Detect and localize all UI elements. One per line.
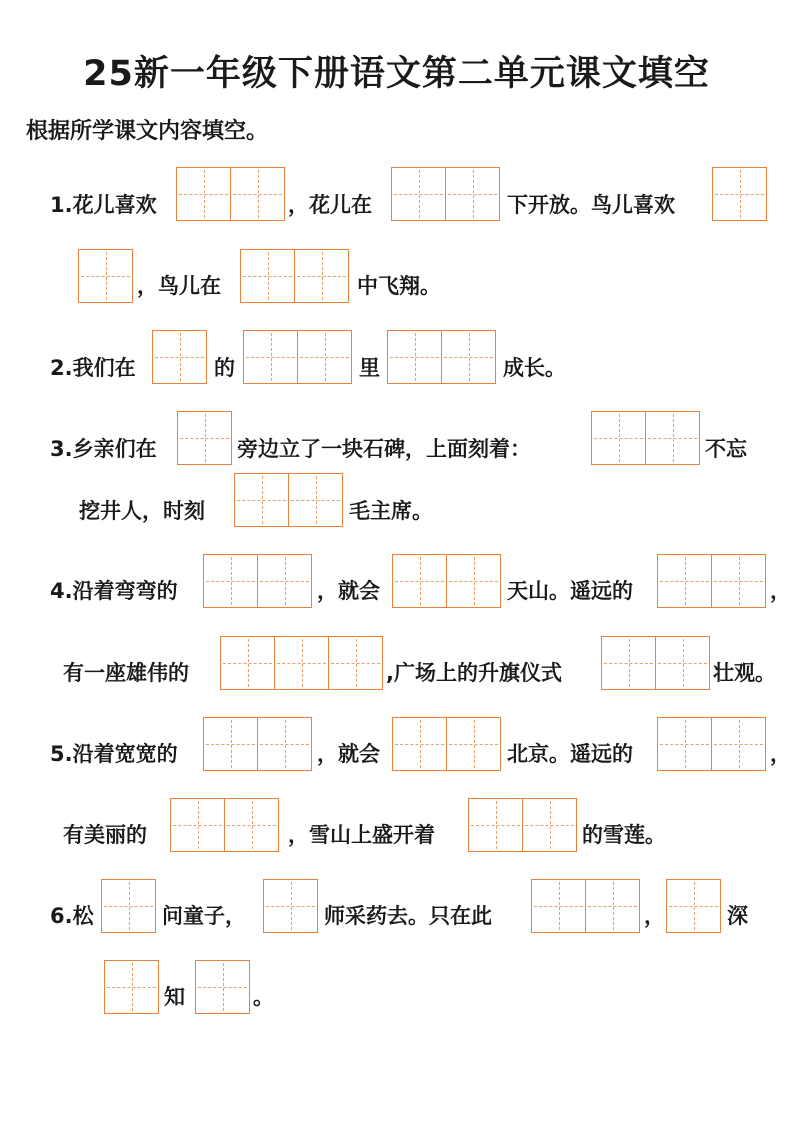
answer-cell[interactable] [257, 717, 312, 771]
answer-cell[interactable] [294, 249, 349, 303]
answer-cell[interactable] [645, 411, 700, 465]
instruction-text: 根据所学课文内容填空。 [26, 119, 269, 144]
answer-cell[interactable] [234, 473, 288, 527]
q4-blank-1[interactable] [203, 554, 312, 608]
q5-blank-2[interactable] [392, 717, 501, 771]
answer-cell[interactable] [468, 798, 522, 852]
q5-text-6: ，雪山上盛开着 [288, 823, 435, 847]
q6-text-6: 知 [164, 985, 185, 1009]
q6-text-5: 深 [727, 904, 748, 928]
answer-cell[interactable] [288, 473, 343, 527]
q6-text-3: 师采药去。只在此 [324, 904, 492, 928]
answer-cell[interactable] [446, 717, 501, 771]
answer-cell[interactable] [176, 167, 230, 221]
answer-cell[interactable] [257, 554, 312, 608]
q6-blank-6[interactable] [195, 960, 250, 1014]
answer-cell[interactable] [177, 411, 232, 465]
answer-cell[interactable] [387, 330, 441, 384]
answer-cell[interactable] [711, 554, 766, 608]
q5-blank-3[interactable] [657, 717, 766, 771]
q4-text-6: ,广场上的升旗仪式 [386, 661, 562, 685]
answer-cell[interactable] [203, 554, 257, 608]
q6-blank-3[interactable] [531, 879, 640, 933]
answer-cell[interactable] [712, 167, 767, 221]
answer-cell[interactable] [224, 798, 279, 852]
answer-cell[interactable] [655, 636, 710, 690]
answer-cell[interactable] [297, 330, 352, 384]
q6-text-2: 问童子， [162, 904, 246, 928]
q1-text-4: ，鸟儿在 [137, 274, 221, 298]
q5-text-3: 北京。遥远的 [507, 742, 633, 766]
answer-cell[interactable] [203, 717, 257, 771]
q5-text-4: ， [770, 742, 791, 766]
q1-text-3: 下开放。鸟儿喜欢 [507, 193, 675, 217]
answer-cell[interactable] [152, 330, 207, 384]
q4-text-5: 有一座雄伟的 [63, 661, 189, 685]
answer-cell[interactable] [240, 249, 294, 303]
q4-text-2: ，就会 [317, 579, 380, 603]
q6-blank-2[interactable] [263, 879, 318, 933]
q6-blank-4[interactable] [666, 879, 721, 933]
q1-blank-2[interactable] [391, 167, 500, 221]
answer-cell[interactable] [392, 554, 446, 608]
answer-cell[interactable] [392, 717, 446, 771]
q4-text-3: 天山。遥远的 [507, 579, 633, 603]
answer-cell[interactable] [531, 879, 585, 933]
q3-blank-2[interactable] [591, 411, 700, 465]
q4-blank-5[interactable] [601, 636, 710, 690]
q1-blank-3[interactable] [712, 167, 767, 221]
answer-cell[interactable] [601, 636, 655, 690]
q6-blank-5[interactable] [104, 960, 159, 1014]
q3-text-2: 旁边立了一块石碑，上面刻着： [237, 437, 531, 461]
q4-blank-3[interactable] [657, 554, 766, 608]
q2-text-1: 2.我们在 [50, 356, 136, 380]
q2-text-2: 的 [214, 356, 235, 380]
q5-text-7: 的雪莲。 [582, 823, 666, 847]
q5-text-1: 5.沿着宽宽的 [50, 742, 178, 766]
q5-text-2: ，就会 [317, 742, 380, 766]
q4-blank-2[interactable] [392, 554, 501, 608]
answer-cell[interactable] [243, 330, 297, 384]
q5-blank-5[interactable] [468, 798, 577, 852]
q1-text-5: 中飞翔。 [357, 274, 441, 298]
q4-blank-4[interactable] [220, 636, 383, 690]
q1-text-2: ，花儿在 [288, 193, 372, 217]
q3-text-4: 挖井人，时刻 [79, 499, 205, 523]
answer-cell[interactable] [591, 411, 645, 465]
answer-cell[interactable] [78, 249, 133, 303]
q5-blank-1[interactable] [203, 717, 312, 771]
answer-cell[interactable] [195, 960, 250, 1014]
answer-cell[interactable] [657, 717, 711, 771]
answer-cell[interactable] [328, 636, 383, 690]
q1-blank-1[interactable] [176, 167, 285, 221]
q2-blank-1[interactable] [152, 330, 207, 384]
answer-cell[interactable] [711, 717, 766, 771]
q4-text-4: ， [770, 579, 791, 603]
q6-blank-1[interactable] [101, 879, 156, 933]
answer-cell[interactable] [657, 554, 711, 608]
q2-blank-3[interactable] [387, 330, 496, 384]
answer-cell[interactable] [170, 798, 224, 852]
q6-text-4: ， [644, 904, 665, 928]
q3-text-5: 毛主席。 [349, 499, 433, 523]
q2-text-3: 里 [359, 356, 380, 380]
q3-text-3: 不忘 [705, 437, 747, 461]
q1-text-1: 1.花儿喜欢 [50, 193, 157, 217]
answer-cell[interactable] [104, 960, 159, 1014]
q4-text-1: 4.沿着弯弯的 [50, 579, 178, 603]
answer-cell[interactable] [446, 554, 501, 608]
answer-cell[interactable] [585, 879, 640, 933]
q2-blank-2[interactable] [243, 330, 352, 384]
answer-cell[interactable] [274, 636, 328, 690]
q4-text-7: 壮观。 [713, 661, 776, 685]
q3-blank-1[interactable] [177, 411, 232, 465]
answer-cell[interactable] [666, 879, 721, 933]
answer-cell[interactable] [522, 798, 577, 852]
q5-text-5: 有美丽的 [63, 823, 147, 847]
answer-cell[interactable] [263, 879, 318, 933]
answer-cell[interactable] [445, 167, 500, 221]
q5-blank-4[interactable] [170, 798, 279, 852]
answer-cell[interactable] [391, 167, 445, 221]
answer-cell[interactable] [220, 636, 274, 690]
q3-text-1: 3.乡亲们在 [50, 437, 157, 461]
q3-blank-3[interactable] [234, 473, 343, 527]
answer-cell[interactable] [441, 330, 496, 384]
q6-text-1: 6.松 [50, 904, 94, 928]
q1-blank-5[interactable] [240, 249, 349, 303]
q6-text-7: 。 [253, 985, 274, 1009]
answer-cell[interactable] [101, 879, 156, 933]
q2-text-4: 成长。 [503, 356, 566, 380]
answer-cell[interactable] [230, 167, 285, 221]
page-title: 25新一年级下册语文第二单元课文填空 [83, 54, 710, 94]
q1-blank-4[interactable] [78, 249, 133, 303]
